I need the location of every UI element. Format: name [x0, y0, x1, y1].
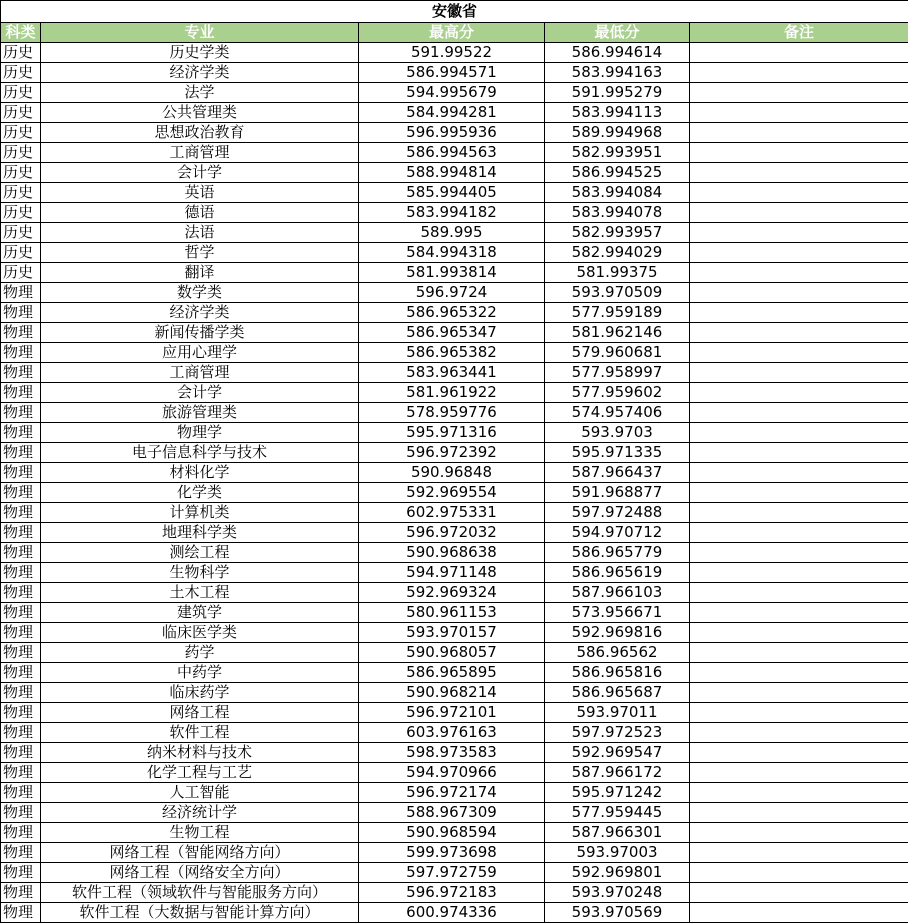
cell-min-score[interactable]: 587.966172 — [545, 763, 690, 783]
table-row — [1, 523, 908, 543]
cell-remarks[interactable] — [690, 343, 908, 363]
cell-remarks[interactable] — [690, 363, 908, 383]
cell-remarks[interactable] — [690, 203, 908, 223]
cell-category[interactable]: 物理 — [1, 883, 41, 903]
cell-remarks[interactable] — [690, 303, 908, 323]
table-row — [1, 643, 908, 663]
cell-remarks[interactable] — [690, 803, 908, 823]
table-row — [1, 263, 908, 283]
cell-min-score[interactable]: 586.994525 — [545, 163, 690, 183]
table-row — [1, 803, 908, 823]
cell-major[interactable]: 新闻传播学类 — [41, 323, 359, 343]
cell-remarks[interactable] — [690, 83, 908, 103]
cell-max-score[interactable]: 588.967309 — [359, 803, 545, 823]
cell-remarks[interactable] — [690, 143, 908, 163]
cell-min-score[interactable]: 593.970248 — [545, 883, 690, 903]
cell-min-score[interactable]: 583.994113 — [545, 103, 690, 123]
cell-remarks[interactable] — [690, 403, 908, 423]
title-row — [1, 1, 908, 23]
cell-max-score[interactable]: 581.961922 — [359, 383, 545, 403]
table-row — [1, 63, 908, 83]
cell-min-score[interactable]: 597.972488 — [545, 503, 690, 523]
cell-major[interactable]: 测绘工程 — [41, 543, 359, 563]
cell-min-score[interactable]: 591.968877 — [545, 483, 690, 503]
table-row — [1, 423, 908, 443]
cell-max-score[interactable]: 598.973583 — [359, 743, 545, 763]
cell-min-score[interactable]: 587.966301 — [545, 823, 690, 843]
cell-major[interactable]: 地理科学类 — [41, 523, 359, 543]
cell-major[interactable]: 临床药学 — [41, 683, 359, 703]
cell-category[interactable]: 物理 — [1, 283, 41, 303]
cell-major[interactable]: 物理学 — [41, 423, 359, 443]
table-row — [1, 683, 908, 703]
cell-max-score[interactable]: 596.9724 — [359, 283, 545, 303]
table-row — [1, 123, 908, 143]
table-row — [1, 563, 908, 583]
cell-max-score[interactable]: 586.994571 — [359, 63, 545, 83]
cell-category[interactable]: 历史 — [1, 43, 41, 63]
cell-min-score[interactable]: 573.956671 — [545, 603, 690, 623]
cell-min-score[interactable]: 577.959602 — [545, 383, 690, 403]
cell-remarks[interactable] — [690, 823, 908, 843]
cell-major[interactable]: 人工智能 — [41, 783, 359, 803]
cell-min-score[interactable]: 593.97003 — [545, 843, 690, 863]
cell-max-score[interactable]: 600.974336 — [359, 903, 545, 923]
cell-max-score[interactable]: 599.973698 — [359, 843, 545, 863]
cell-major[interactable]: 哲学 — [41, 243, 359, 263]
table-row — [1, 83, 908, 103]
cell-max-score[interactable]: 586.965347 — [359, 323, 545, 343]
cell-max-score[interactable]: 583.994182 — [359, 203, 545, 223]
cell-major[interactable]: 经济学类 — [41, 303, 359, 323]
table-row — [1, 883, 908, 903]
table-row — [1, 183, 908, 203]
table-row — [1, 743, 908, 763]
cell-max-score[interactable]: 593.970157 — [359, 623, 545, 643]
cell-major[interactable]: 软件工程 — [41, 723, 359, 743]
table-row — [1, 483, 908, 503]
cell-min-score[interactable]: 583.994163 — [545, 63, 690, 83]
cell-category[interactable]: 物理 — [1, 783, 41, 803]
cell-category[interactable]: 历史 — [1, 123, 41, 143]
cell-min-score[interactable]: 583.994078 — [545, 203, 690, 223]
cell-major[interactable]: 网络工程（智能网络方向） — [41, 843, 359, 863]
cell-category[interactable]: 物理 — [1, 363, 41, 383]
cell-min-score[interactable]: 592.969801 — [545, 863, 690, 883]
cell-max-score[interactable]: 596.972032 — [359, 523, 545, 543]
cell-major[interactable]: 计算机类 — [41, 503, 359, 523]
table-row — [1, 763, 908, 783]
cell-category[interactable]: 物理 — [1, 503, 41, 523]
cell-min-score[interactable]: 589.994968 — [545, 123, 690, 143]
cell-min-score[interactable]: 595.971242 — [545, 783, 690, 803]
cell-major[interactable]: 法学 — [41, 83, 359, 103]
cell-remarks[interactable] — [690, 663, 908, 683]
cell-remarks[interactable] — [690, 383, 908, 403]
table-row — [1, 43, 908, 63]
cell-max-score[interactable]: 588.994814 — [359, 163, 545, 183]
cell-category[interactable]: 历史 — [1, 263, 41, 283]
cell-max-score[interactable]: 584.994281 — [359, 103, 545, 123]
table-row — [1, 783, 908, 803]
cell-major[interactable]: 公共管理类 — [41, 103, 359, 123]
cell-category[interactable]: 物理 — [1, 383, 41, 403]
cell-min-score[interactable]: 586.965779 — [545, 543, 690, 563]
cell-category[interactable]: 物理 — [1, 323, 41, 343]
cell-major[interactable]: 工商管理 — [41, 363, 359, 383]
cell-remarks[interactable] — [690, 443, 908, 463]
cell-major[interactable]: 生物工程 — [41, 823, 359, 843]
cell-major[interactable]: 历史学类 — [41, 43, 359, 63]
cell-max-score[interactable]: 595.971316 — [359, 423, 545, 443]
table-row — [1, 203, 908, 223]
cell-min-score[interactable]: 592.969816 — [545, 623, 690, 643]
cell-min-score[interactable]: 582.993957 — [545, 223, 690, 243]
cell-max-score[interactable]: 581.993814 — [359, 263, 545, 283]
cell-remarks[interactable] — [690, 243, 908, 263]
cell-remarks[interactable] — [690, 283, 908, 303]
cell-major[interactable]: 药学 — [41, 643, 359, 663]
cell-remarks[interactable] — [690, 743, 908, 763]
cell-category[interactable]: 物理 — [1, 583, 41, 603]
cell-major[interactable]: 网络工程（网络安全方向） — [41, 863, 359, 883]
table-row — [1, 143, 908, 163]
table-row — [1, 223, 908, 243]
cell-major[interactable]: 会计学 — [41, 383, 359, 403]
cell-category[interactable]: 物理 — [1, 843, 41, 863]
table-row — [1, 703, 908, 723]
cell-max-score[interactable]: 594.970966 — [359, 763, 545, 783]
table-row — [1, 723, 908, 743]
cell-major[interactable]: 德语 — [41, 203, 359, 223]
cell-min-score[interactable]: 597.972523 — [545, 723, 690, 743]
table-row — [1, 303, 908, 323]
cell-category[interactable]: 物理 — [1, 703, 41, 723]
table-row — [1, 283, 908, 303]
cell-category[interactable]: 物理 — [1, 543, 41, 563]
cell-min-score[interactable]: 593.970509 — [545, 283, 690, 303]
cell-remarks[interactable] — [690, 603, 908, 623]
cell-min-score[interactable]: 574.957406 — [545, 403, 690, 423]
cell-major[interactable]: 旅游管理类 — [41, 403, 359, 423]
cell-category[interactable]: 物理 — [1, 723, 41, 743]
table-row — [1, 383, 908, 403]
cell-category[interactable]: 物理 — [1, 903, 41, 923]
cell-max-score[interactable]: 597.972759 — [359, 863, 545, 883]
cell-remarks[interactable] — [690, 783, 908, 803]
cell-min-score[interactable]: 593.970569 — [545, 903, 690, 923]
cell-major[interactable]: 土木工程 — [41, 583, 359, 603]
cell-category[interactable]: 历史 — [1, 83, 41, 103]
table-row — [1, 843, 908, 863]
cell-category[interactable]: 物理 — [1, 663, 41, 683]
cell-remarks[interactable] — [690, 763, 908, 783]
cell-category[interactable]: 物理 — [1, 463, 41, 483]
header-major[interactable]: 专业 — [41, 23, 359, 43]
cell-remarks[interactable] — [690, 483, 908, 503]
cell-remarks[interactable] — [690, 683, 908, 703]
cell-min-score[interactable]: 587.966437 — [545, 463, 690, 483]
cell-max-score[interactable]: 594.971148 — [359, 563, 545, 583]
table-row — [1, 823, 908, 843]
cell-category[interactable]: 历史 — [1, 243, 41, 263]
cell-min-score[interactable]: 591.995279 — [545, 83, 690, 103]
cell-major[interactable]: 生物科学 — [41, 563, 359, 583]
cell-category[interactable]: 历史 — [1, 103, 41, 123]
cell-category[interactable]: 物理 — [1, 823, 41, 843]
cell-major[interactable]: 中药学 — [41, 663, 359, 683]
cell-remarks[interactable] — [690, 863, 908, 883]
cell-remarks[interactable] — [690, 503, 908, 523]
cell-min-score[interactable]: 583.994084 — [545, 183, 690, 203]
cell-category[interactable]: 历史 — [1, 163, 41, 183]
cell-min-score[interactable]: 586.96562 — [545, 643, 690, 663]
cell-max-score[interactable]: 584.994318 — [359, 243, 545, 263]
cell-major[interactable]: 建筑学 — [41, 603, 359, 623]
table-row — [1, 663, 908, 683]
header-remarks[interactable]: 备注 — [690, 23, 908, 43]
header-max-score[interactable]: 最高分 — [359, 23, 545, 43]
cell-max-score[interactable]: 586.994563 — [359, 143, 545, 163]
cell-category[interactable]: 历史 — [1, 223, 41, 243]
table-row — [1, 323, 908, 343]
cell-major[interactable]: 应用心理学 — [41, 343, 359, 363]
cell-category[interactable]: 物理 — [1, 563, 41, 583]
cell-category[interactable]: 历史 — [1, 143, 41, 163]
cell-major[interactable]: 经济统计学 — [41, 803, 359, 823]
cell-max-score[interactable]: 586.965382 — [359, 343, 545, 363]
cell-max-score[interactable]: 578.959776 — [359, 403, 545, 423]
cell-remarks[interactable] — [690, 563, 908, 583]
cell-max-score[interactable]: 596.972101 — [359, 703, 545, 723]
cell-category[interactable]: 物理 — [1, 423, 41, 443]
cell-max-score[interactable]: 590.968057 — [359, 643, 545, 663]
cell-min-score[interactable]: 592.969547 — [545, 743, 690, 763]
cell-category[interactable]: 历史 — [1, 183, 41, 203]
cell-min-score[interactable]: 577.958997 — [545, 363, 690, 383]
cell-major[interactable]: 法语 — [41, 223, 359, 243]
table-row — [1, 363, 908, 383]
cell-max-score[interactable]: 590.968214 — [359, 683, 545, 703]
cell-max-score[interactable]: 602.975331 — [359, 503, 545, 523]
cell-min-score[interactable]: 586.994614 — [545, 43, 690, 63]
header-min-score[interactable]: 最低分 — [545, 23, 690, 43]
cell-max-score[interactable]: 590.96848 — [359, 463, 545, 483]
cell-remarks[interactable] — [690, 43, 908, 63]
cell-major[interactable]: 工商管理 — [41, 143, 359, 163]
table-row — [1, 623, 908, 643]
cell-max-score[interactable]: 590.968594 — [359, 823, 545, 843]
cell-remarks[interactable] — [690, 323, 908, 343]
cell-category[interactable]: 物理 — [1, 523, 41, 543]
cell-min-score[interactable]: 593.9703 — [545, 423, 690, 443]
cell-min-score[interactable]: 586.965816 — [545, 663, 690, 683]
cell-max-score[interactable]: 592.969324 — [359, 583, 545, 603]
table-row — [1, 243, 908, 263]
cell-min-score[interactable]: 593.97011 — [545, 703, 690, 723]
cell-remarks[interactable] — [690, 423, 908, 443]
cell-min-score[interactable]: 577.959189 — [545, 303, 690, 323]
cell-max-score[interactable]: 596.995936 — [359, 123, 545, 143]
cell-remarks[interactable] — [690, 883, 908, 903]
cell-category[interactable]: 物理 — [1, 863, 41, 883]
table-row — [1, 443, 908, 463]
cell-category[interactable]: 物理 — [1, 303, 41, 323]
cell-max-score[interactable]: 589.995 — [359, 223, 545, 243]
cell-max-score[interactable]: 592.969554 — [359, 483, 545, 503]
cell-major[interactable]: 化学工程与工艺 — [41, 763, 359, 783]
table-row — [1, 603, 908, 623]
cell-category[interactable]: 物理 — [1, 403, 41, 423]
cell-category[interactable]: 物理 — [1, 623, 41, 643]
cell-remarks[interactable] — [690, 583, 908, 603]
cell-remarks[interactable] — [690, 903, 908, 923]
cell-min-score[interactable]: 582.993951 — [545, 143, 690, 163]
cell-min-score[interactable]: 586.965687 — [545, 683, 690, 703]
cell-min-score[interactable]: 582.994029 — [545, 243, 690, 263]
cell-major[interactable]: 会计学 — [41, 163, 359, 183]
cell-min-score[interactable]: 587.966103 — [545, 583, 690, 603]
cell-remarks[interactable] — [690, 723, 908, 743]
cell-max-score[interactable]: 596.972392 — [359, 443, 545, 463]
cell-major[interactable]: 软件工程（领域软件与智能服务方向） — [41, 883, 359, 903]
cell-category[interactable]: 物理 — [1, 743, 41, 763]
cell-major[interactable]: 英语 — [41, 183, 359, 203]
cell-major[interactable]: 翻译 — [41, 263, 359, 283]
cell-major[interactable]: 思想政治教育 — [41, 123, 359, 143]
cell-max-score[interactable]: 590.968638 — [359, 543, 545, 563]
cell-category[interactable]: 历史 — [1, 203, 41, 223]
table-row — [1, 403, 908, 423]
cell-major[interactable]: 电子信息科学与技术 — [41, 443, 359, 463]
cell-max-score[interactable]: 586.965322 — [359, 303, 545, 323]
cell-remarks[interactable] — [690, 183, 908, 203]
table-row — [1, 503, 908, 523]
table-row — [1, 863, 908, 883]
cell-remarks[interactable] — [690, 123, 908, 143]
cell-category[interactable]: 物理 — [1, 343, 41, 363]
table-row — [1, 583, 908, 603]
cell-remarks[interactable] — [690, 643, 908, 663]
cell-remarks[interactable] — [690, 223, 908, 243]
cell-category[interactable]: 物理 — [1, 803, 41, 823]
cell-max-score[interactable]: 583.963441 — [359, 363, 545, 383]
table-row — [1, 163, 908, 183]
cell-remarks[interactable] — [690, 103, 908, 123]
cell-max-score[interactable]: 594.995679 — [359, 83, 545, 103]
cell-remarks[interactable] — [690, 543, 908, 563]
cell-category[interactable]: 物理 — [1, 603, 41, 623]
cell-max-score[interactable]: 586.965895 — [359, 663, 545, 683]
cell-major[interactable]: 临床医学类 — [41, 623, 359, 643]
table-row — [1, 543, 908, 563]
cell-category[interactable]: 物理 — [1, 763, 41, 783]
cell-major[interactable]: 纳米材料与技术 — [41, 743, 359, 763]
table-row — [1, 903, 908, 923]
cell-major[interactable]: 数学类 — [41, 283, 359, 303]
cell-major[interactable]: 化学类 — [41, 483, 359, 503]
cell-remarks[interactable] — [690, 523, 908, 543]
cell-remarks[interactable] — [690, 623, 908, 643]
cell-remarks[interactable] — [690, 463, 908, 483]
cell-max-score[interactable]: 603.976163 — [359, 723, 545, 743]
header-row — [1, 23, 908, 43]
cell-max-score[interactable]: 585.994405 — [359, 183, 545, 203]
cell-major[interactable]: 材料化学 — [41, 463, 359, 483]
table-row — [1, 343, 908, 363]
cell-major[interactable]: 网络工程 — [41, 703, 359, 723]
cell-min-score[interactable]: 595.971335 — [545, 443, 690, 463]
cell-remarks[interactable] — [690, 63, 908, 83]
cell-min-score[interactable]: 577.959445 — [545, 803, 690, 823]
cell-major[interactable]: 软件工程（大数据与智能计算方向） — [41, 903, 359, 923]
cell-min-score[interactable]: 594.970712 — [545, 523, 690, 543]
cell-remarks[interactable] — [690, 263, 908, 283]
cell-category[interactable]: 物理 — [1, 483, 41, 503]
header-category[interactable]: 科类 — [1, 23, 41, 43]
table-title[interactable]: 安徽省 — [1, 1, 908, 23]
cell-category[interactable]: 物理 — [1, 683, 41, 703]
cell-remarks[interactable] — [690, 703, 908, 723]
cell-max-score[interactable]: 596.972183 — [359, 883, 545, 903]
cell-min-score[interactable]: 579.960681 — [545, 343, 690, 363]
cell-max-score[interactable]: 596.972174 — [359, 783, 545, 803]
cell-category[interactable]: 物理 — [1, 443, 41, 463]
table-row — [1, 463, 908, 483]
cell-major[interactable]: 经济学类 — [41, 63, 359, 83]
cell-min-score[interactable]: 586.965619 — [545, 563, 690, 583]
cell-max-score[interactable]: 591.99522 — [359, 43, 545, 63]
cell-category[interactable]: 历史 — [1, 63, 41, 83]
cell-remarks[interactable] — [690, 163, 908, 183]
cell-remarks[interactable] — [690, 843, 908, 863]
cell-min-score[interactable]: 581.99375 — [545, 263, 690, 283]
cell-max-score[interactable]: 580.961153 — [359, 603, 545, 623]
table-row — [1, 103, 908, 123]
cell-category[interactable]: 物理 — [1, 643, 41, 663]
cell-min-score[interactable]: 581.962146 — [545, 323, 690, 343]
